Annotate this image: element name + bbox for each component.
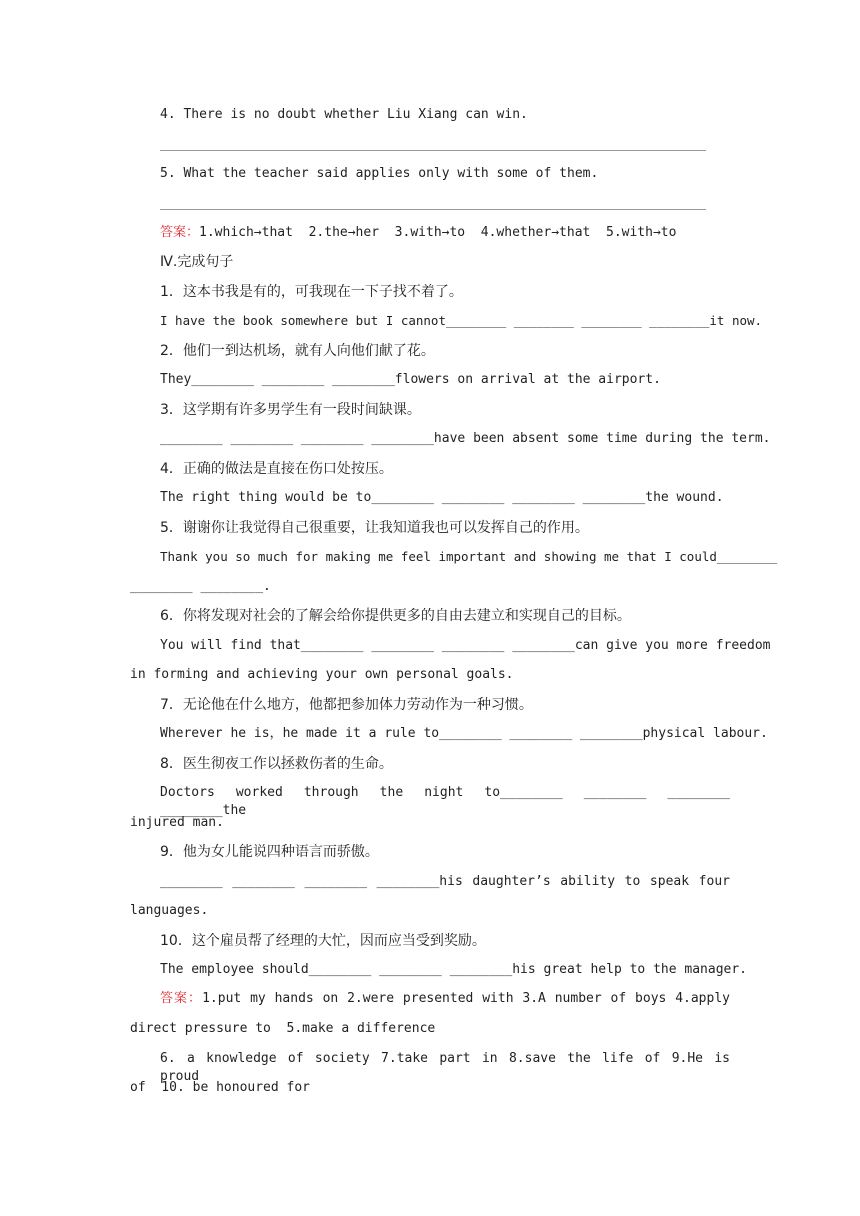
item-4-cn: 4．正确的做法是直接在伤口处按压。 [160,461,393,477]
answer-block-4-line-2: direct pressure to 5.make a difference [130,1021,436,1036]
item-8-cn: 8．医生彻夜工作以拯救伤者的生命。 [160,756,393,772]
answer-block-4-line-1 [160,990,730,1008]
answer-text: 1.which→that 2.the→her 3.with→to 4.whether→that 5.with→to [199,225,677,240]
item-4-en: The right thing would be to________ ________ ________ ________the wound. [160,490,724,505]
item-9-cn: 9．他为女儿能说四种语言而骄傲。 [160,844,379,860]
item-6-en-cont: in forming and achieving your own personal goals. [130,667,514,682]
item-10-cn: 10．这个雇员帮了经理的大忙，因而应当受到奖励。 [160,933,486,949]
item-8-en: Doctors worked through the night to________ ________ ________ ________the [160,785,730,818]
question-4: 4. There is no doubt whether Liu Xiang can win. [160,107,528,122]
answer-line [160,150,706,151]
item-7-en: Wherever he is，he made it a rule to________ ________ ________physical labour. [160,726,768,741]
item-6-en: You will find that________ ________ ________ ________can give you more freedom [160,638,771,653]
item-5-en: Thank you so much for making me feel important and showing me that I could________ [160,549,778,564]
answer-block-4-line-3: 6. a knowledge of society 7.take part in 8.save the life of 9.He is proud [160,1051,730,1084]
item-9-en-cont: languages. [130,903,209,918]
item-2-cn: 2．他们一到达机场，就有人向他们献了花。 [160,343,435,359]
answer-line [160,209,706,210]
answer-label: 答案： [160,991,203,1006]
item-2-en: They________ ________ ________flowers on arrival at the airport. [160,372,661,387]
section-heading: Ⅳ.完成句子 [160,254,234,270]
item-5-cn: 5．谢谢你让我觉得自己很重要，让我知道我也可以发挥自己的作用。 [160,520,589,536]
answer-text: 1.put my hands on 2.were presented with 3.A number of boys 4.apply [202,991,730,1006]
item-6-cn: 6．你将发现对社会的了解会给你提供更多的自由去建立和实现自己的目标。 [160,608,631,624]
item-3-en: ________ ________ ________ ________have been absent some time during the term. [160,431,771,446]
answer-block-4-line-4: of 10. be honoured for [130,1080,311,1095]
item-10-en: The employee should________ ________ ________his great help to the manager. [160,962,747,977]
item-5-en-cont: ________ ________. [130,579,271,594]
item-9-en: ________ ________ ________ ________his daughter’s ability to speak four [160,874,730,889]
item-8-en-cont: injured man. [130,815,224,830]
item-1-en: I have the book somewhere but I cannot________ ________ ________ ________it now. [160,313,763,328]
answer-block-3 [160,224,676,242]
item-3-cn: 3．这学期有许多男学生有一段时间缺课。 [160,402,421,418]
question-5: 5. What the teacher said applies only with some of them. [160,166,599,181]
item-1-cn: 1．这本书我是有的，可我现在一下子找不着了。 [160,284,463,300]
answer-label: 答案： [160,225,200,240]
item-7-cn: 7．无论他在什么地方，他都把参加体力劳动作为一种习惯。 [160,697,533,713]
